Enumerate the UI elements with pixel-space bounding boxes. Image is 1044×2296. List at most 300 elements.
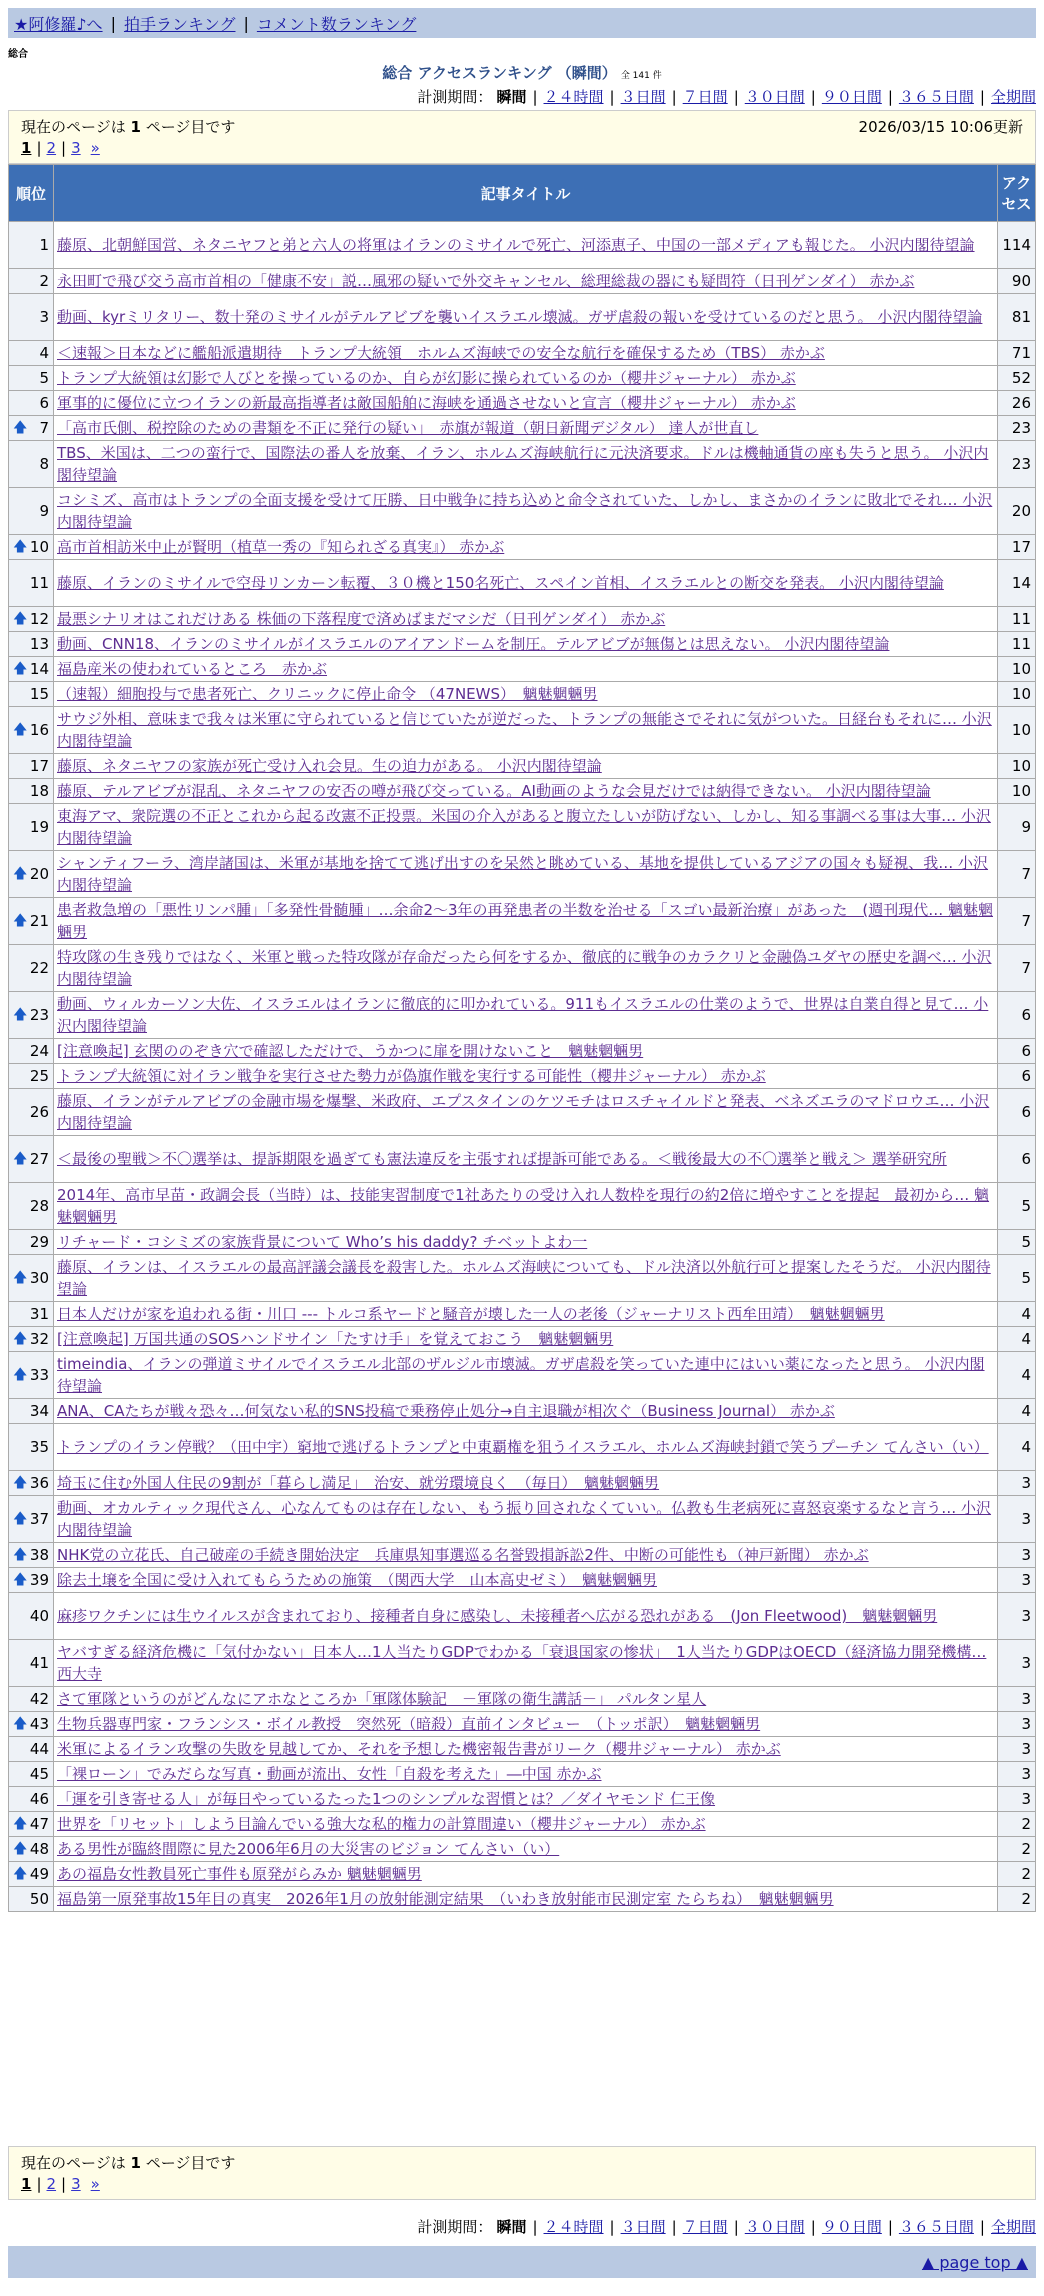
period-link[interactable]: 全期間 [990, 2218, 1036, 2236]
access-count: 4 [998, 1424, 1036, 1471]
access-count: 5 [998, 1230, 1036, 1255]
article-link[interactable]: 福島第一原発事故15年目の真実 2026年1月の放射能測定結果 （いわき放射能市民測定室 たらちね） 魑魅魍魎男 [57, 1890, 834, 1908]
table-row [9, 1089, 1036, 1136]
period-label: 計測期間： [417, 2218, 493, 2236]
article-link[interactable]: あの福島女性教員死亡事件も原発がらみか 魑魅魍魎男 [57, 1865, 422, 1883]
rank-cell [9, 1183, 54, 1230]
access-count: 10 [998, 682, 1036, 707]
title-cell [54, 1568, 998, 1593]
table-row [9, 707, 1036, 754]
access-count: 114 [998, 222, 1036, 269]
rank-number: 49 [29, 1865, 49, 1883]
rank-cell [9, 269, 54, 294]
access-count: 10 [998, 707, 1036, 754]
page-top-link[interactable]: ▲ page top ▲ [921, 2252, 1028, 2272]
title-cell [54, 391, 998, 416]
up-arrow-icon: 🡅 [13, 661, 28, 677]
rank-cell [9, 1136, 54, 1183]
rank-cell [9, 1593, 54, 1640]
title-cell [54, 366, 998, 391]
access-count: 4 [998, 1327, 1036, 1352]
access-count: 23 [998, 441, 1036, 488]
rank-cell [9, 992, 54, 1039]
title-cell [54, 1089, 998, 1136]
rank-number: 35 [29, 1438, 49, 1456]
rank-cell [9, 945, 54, 992]
rank-cell [9, 1230, 54, 1255]
table-row [9, 488, 1036, 535]
rank-number: 16 [29, 721, 49, 739]
article-link[interactable]: 患者救急増の「悪性リンパ腫」「多発性骨髄腫」…余命2～3年の再発患者の半数を治せる「スゴい最新治療」があった (週刊現代… 魑魅魍魎男 [57, 901, 994, 941]
period-separator: | [532, 88, 538, 106]
rank-cell [9, 1089, 54, 1136]
access-count: 71 [998, 341, 1036, 366]
rank-number: 34 [29, 1402, 49, 1420]
rank-cell [9, 416, 54, 441]
rank-cell [9, 1327, 54, 1352]
table-row [9, 1352, 1036, 1399]
title-cell [54, 341, 998, 366]
article-link[interactable]: 特攻隊の生き残りではなく、米軍と戦った特攻隊が存命だったら何をするか、徹底的に戦争のカラクリと金融偽ユダヤの歴史を調べ… 小沢内閣待望論 [57, 948, 992, 988]
article-link[interactable]: 「裸ローン」でみだらな写真・動画が流出、女性「自殺を考えた」―中国 赤かぶ [57, 1765, 602, 1783]
table-row [9, 1737, 1036, 1762]
footer-bar [8, 2246, 1036, 2278]
access-count: 20 [998, 488, 1036, 535]
rank-number: 6 [39, 394, 49, 412]
access-count: 3 [998, 1762, 1036, 1787]
title-cell [54, 416, 998, 441]
rank-number: 29 [29, 1233, 49, 1251]
access-count: 6 [998, 1064, 1036, 1089]
period-link[interactable]: ３０日間 [744, 2218, 805, 2236]
article-link[interactable]: ANA、CAたちが戦々恐々…何気ない私的SNS投稿で乗務停止処分→自主退職が相次ぐ（Business Journal） 赤かぶ [57, 1402, 835, 1420]
rank-cell [9, 391, 54, 416]
article-link[interactable]: NHK党の立花氏、自己破産の手続き開始決定 兵庫県知事選巡る名誉毀損訴訟2件、中断の可能性も（神戸新聞） 赤かぶ [57, 1546, 869, 1564]
rank-cell [9, 1687, 54, 1712]
table-row [9, 1862, 1036, 1887]
period-link[interactable]: ７日間 [682, 2218, 728, 2236]
title-cell [54, 632, 998, 657]
up-arrow-icon: 🡅 [13, 1270, 28, 1286]
table-row [9, 657, 1036, 682]
rank-number: 43 [29, 1715, 49, 1733]
rank-cell [9, 1352, 54, 1399]
access-count: 6 [998, 1136, 1036, 1183]
rank-number: 36 [29, 1474, 49, 1492]
table-row [9, 341, 1036, 366]
title-cell [54, 1812, 998, 1837]
table-row [9, 804, 1036, 851]
period-link[interactable]: ２４時間 [543, 88, 604, 106]
article-link[interactable]: 動画、ウィルカーソン大佐、イスラエルはイランに徹底的に叩かれている。911もイスラエルの仕業のようで、世界は自業自得と見て… 小沢内閣待望論 [57, 995, 989, 1035]
rank-number: 18 [29, 782, 49, 800]
access-count: 52 [998, 366, 1036, 391]
period-link[interactable]: ３６５日間 [898, 2218, 974, 2236]
title-cell [54, 488, 998, 535]
title-cell [54, 1352, 998, 1399]
rank-number: 20 [29, 865, 49, 883]
access-count: 3 [998, 1712, 1036, 1737]
rank-number: 13 [29, 635, 49, 653]
page-separator: | [61, 2175, 67, 2193]
rank-number: 33 [29, 1366, 49, 1384]
title-cell [54, 1327, 998, 1352]
period-separator: | [810, 88, 816, 106]
rank-cell [9, 607, 54, 632]
access-count: 3 [998, 1496, 1036, 1543]
table-row [9, 416, 1036, 441]
title-cell [54, 535, 998, 560]
table-row [9, 222, 1036, 269]
period-link[interactable]: ３日間 [620, 2218, 666, 2236]
table-row [9, 1762, 1036, 1787]
table-row [9, 607, 1036, 632]
rank-number: 9 [39, 502, 49, 520]
table-row [9, 1183, 1036, 1230]
article-link[interactable]: 生物兵器専門家・フランシス・ボイル教授 突然死（暗殺）直前インタビュー （トッポ訳） 魑魅魍魎男 [57, 1715, 761, 1733]
rank-number: 37 [29, 1510, 49, 1528]
rank-number: 44 [29, 1740, 49, 1758]
access-count: 5 [998, 1255, 1036, 1302]
title-cell [54, 1762, 998, 1787]
up-arrow-icon: 🡅 [13, 1331, 28, 1347]
rank-number: 41 [29, 1654, 49, 1672]
up-arrow-icon: 🡅 [13, 1816, 28, 1832]
article-link[interactable]: 埼玉に住む外国人住民の9割が「暮らし満足」 治安、就労環境良く （毎日） 魑魅魍魎男 [57, 1474, 660, 1492]
article-link[interactable]: 藤原、北朝鮮国営、ネタニヤフと弟と六人の将軍はイランのミサイルで死亡、河添恵子、中国の一部メディアも報じた。 小沢内閣待望論 [57, 236, 975, 254]
article-link[interactable]: [注意喚起] 玄関ののぞき穴で確認しただけで、うかつに扉を開けないこと 魑魅魍魎男 [57, 1042, 644, 1060]
article-link[interactable]: 高市首相訪米中止が賢明（植草一秀の『知られざる真実』） 赤かぶ [57, 538, 505, 556]
rank-cell [9, 560, 54, 607]
table-row [9, 1399, 1036, 1424]
rank-number: 38 [29, 1546, 49, 1564]
page-separator: | [36, 2175, 42, 2193]
access-count: 6 [998, 992, 1036, 1039]
title-cell [54, 779, 998, 804]
table-row [9, 1496, 1036, 1543]
rank-cell [9, 682, 54, 707]
article-link[interactable]: 動画、CNN18、イランのミサイルがイスラエルのアイアンドームを制圧。テルアビブが無傷とは思えない。 小沢内閣待望論 [57, 635, 890, 653]
table-row [9, 1593, 1036, 1640]
article-link[interactable]: timeindia、イランの弾道ミサイルでイスラエル北部のザルジル市壊滅。ガザ虐殺を笑っていた連中にはいい薬になったと思う。 小沢内閣待望論 [57, 1355, 985, 1395]
period-separator: | [532, 2218, 538, 2236]
access-count: 11 [998, 607, 1036, 632]
article-link[interactable]: 軍事的に優位に立つイランの新最高指導者は敵国船舶に海峡を通過させないと宣言（櫻井ジャーナル） 赤かぶ [57, 394, 796, 412]
rank-number: 2 [39, 272, 49, 290]
access-count: 23 [998, 416, 1036, 441]
next-page-link[interactable]: » [90, 139, 100, 157]
rank-cell [9, 1712, 54, 1737]
access-count: 2 [998, 1862, 1036, 1887]
period-separator: | [671, 88, 677, 106]
title-cell [54, 1862, 998, 1887]
rank-number: 11 [29, 574, 49, 592]
period-label: 計測期間： [417, 88, 493, 106]
title-cell [54, 441, 998, 488]
period-link[interactable]: ３０日間 [744, 88, 805, 106]
table-row [9, 754, 1036, 779]
table-row [9, 1471, 1036, 1496]
table-row [9, 1064, 1036, 1089]
period-separator: | [733, 2218, 739, 2236]
table-row [9, 294, 1036, 341]
article-link[interactable]: トランプのイラン停戦？（田中宇）窮地で逃げるトランプと中東覇権を狙うイスラエル、ホルムズ海峡封鎖で笑うプーチン てんさい（い） [57, 1438, 989, 1456]
table-row [9, 560, 1036, 607]
article-link[interactable]: 最悪シナリオはこれだけある 株価の下落程度で済めばまだマシだ（日刊ゲンダイ） 赤かぶ [57, 610, 666, 628]
title-cell [54, 992, 998, 1039]
page-separator: | [61, 139, 67, 157]
period-selector-bottom [417, 2216, 1036, 2237]
article-link[interactable]: コシミズ、高市はトランプの全面支援を受けて圧勝、日中戦争に持ち込めと命令されていた、しかし、まさかのイランに敗北でそれ… 小沢内閣待望論 [57, 491, 993, 531]
rank-number: 15 [29, 685, 49, 703]
rank-number: 10 [29, 538, 49, 556]
rank-number: 40 [29, 1607, 49, 1625]
rank-cell [9, 1496, 54, 1543]
article-link[interactable]: TBS、米国は、二つの蛮行で、国際法の番人を放棄、イラン、ホルムズ海峡航行に元決済要求。ドルは機軸通貨の座も失うと思う。 小沢内閣待望論 [57, 444, 989, 484]
table-row [9, 992, 1036, 1039]
access-count: 3 [998, 1568, 1036, 1593]
title-cell [54, 1737, 998, 1762]
article-link[interactable]: 福島産米の使われているところ 赤かぶ [57, 660, 328, 678]
header-access: アクセス [998, 165, 1036, 222]
rank-cell [9, 898, 54, 945]
access-count: 5 [998, 1183, 1036, 1230]
access-count: 6 [998, 1089, 1036, 1136]
rank-number: 17 [29, 757, 49, 775]
rank-number: 3 [39, 308, 49, 326]
rank-cell [9, 1064, 54, 1089]
header-title: 記事タイトル [54, 165, 998, 222]
period-link[interactable]: ３日間 [620, 88, 666, 106]
period-link[interactable]: ９０日間 [821, 88, 882, 106]
title-cell [54, 1543, 998, 1568]
table-row [9, 898, 1036, 945]
home-link[interactable]: ★阿修羅♪へ [14, 14, 103, 34]
table-row [9, 1302, 1036, 1327]
rank-number: 42 [29, 1690, 49, 1708]
title-cell [54, 1424, 998, 1471]
period-separator: | [609, 88, 615, 106]
up-arrow-icon: 🡅 [13, 1841, 28, 1857]
period-separator: | [609, 2218, 615, 2236]
period-separator: | [979, 2218, 985, 2236]
period-selector-top [417, 86, 1036, 107]
rank-cell [9, 488, 54, 535]
rank-number: 5 [39, 369, 49, 387]
up-arrow-icon: 🡅 [13, 1511, 28, 1527]
access-count: 3 [998, 1687, 1036, 1712]
page-title-text: 総合 アクセスランキング （瞬間） [382, 64, 617, 82]
rank-cell [9, 1039, 54, 1064]
access-count: 4 [998, 1302, 1036, 1327]
category-label: 総合 [8, 49, 28, 60]
title-cell [54, 1837, 998, 1862]
access-count: 2 [998, 1887, 1036, 1912]
up-arrow-icon: 🡅 [13, 539, 28, 555]
article-link[interactable]: ヤバすぎる経済危機に「気付かない」日本人…1人当たりGDPでわかる「衰退国家の惨状」 1人当たりGDPはOECD（経済協力開発機構… 西大寺 [57, 1643, 987, 1683]
table-row [9, 682, 1036, 707]
article-link[interactable]: リチャード・コシミズの家族背景について Who’s his daddy? チベットよわ一 [57, 1233, 588, 1251]
article-link[interactable]: ＜速報＞日本などに艦船派遣期待 トランプ大統領 ホルムズ海峡での安全な航行を確保するため（TBS） 赤かぶ [57, 344, 825, 362]
title-cell [54, 1399, 998, 1424]
title-cell [54, 682, 998, 707]
access-count: 17 [998, 535, 1036, 560]
title-cell [54, 1039, 998, 1064]
period-link[interactable]: ７日間 [682, 88, 728, 106]
rank-cell [9, 1255, 54, 1302]
article-link[interactable]: シャンティフーラ、湾岸諸国は、米軍が基地を捨てて逃げ出すのを呆然と眺めている、基地を提供しているアジアの国々も疑視、我… 小沢内閣待望論 [57, 854, 989, 894]
table-row [9, 945, 1036, 992]
rank-cell [9, 804, 54, 851]
comment-ranking-link[interactable]: コメント数ランキング [256, 14, 417, 34]
title-cell [54, 1136, 998, 1183]
current-page-text: 現在のページは 1 ページ目です [21, 2153, 236, 2172]
rank-cell [9, 1424, 54, 1471]
article-link[interactable]: 世界を「リセット」しよう目論んでいる強大な私的権力の計算間違い（櫻井ジャーナル） 赤かぶ [57, 1815, 706, 1833]
rank-cell [9, 294, 54, 341]
up-arrow-icon: 🡅 [13, 611, 28, 627]
access-count: 81 [998, 294, 1036, 341]
table-row [9, 391, 1036, 416]
period-link[interactable]: ３６５日間 [898, 88, 974, 106]
access-count: 6 [998, 1039, 1036, 1064]
rank-number: 28 [29, 1197, 49, 1215]
pager-bottom [8, 2146, 1036, 2200]
page-separator: | [36, 139, 42, 157]
rank-number: 48 [29, 1840, 49, 1858]
article-link[interactable]: 藤原、テルアビブが混乱、ネタニヤフの安否の噂が飛び交っている。AI動画のような会見だけでは納得できない。 小沢内閣待望論 [57, 782, 931, 800]
article-link[interactable]: （速報）細胞投与で患者死亡、クリニックに停止命令 （47NEWS） 魑魅魍魎男 [57, 685, 598, 703]
article-link[interactable]: 2014年、高市早苗・政調会長（当時）は、技能実習制度で1社あたりの受け入れ人数枠を現行の約2倍に増やすことを提起 最初から… 魑魅魍魎男 [57, 1186, 990, 1226]
access-count: 2 [998, 1812, 1036, 1837]
title-cell [54, 1687, 998, 1712]
article-link[interactable]: サウジ外相、意味まで我々は米軍に守られていると信じていたが逆だった、トランプの無能さでそれに気がついた。日経台もそれに… 小沢内閣待望論 [57, 710, 992, 750]
article-link[interactable]: 藤原、イランは、イスラエルの最高評議会議長を殺害した。ホルムズ海峡についても、ドル決済以外航行可と提案したそうだ。 小沢内閣待望論 [57, 1258, 991, 1298]
access-count: 14 [998, 560, 1036, 607]
title-cell [54, 1064, 998, 1089]
title-cell [54, 1255, 998, 1302]
article-link[interactable]: ある男性が臨終間際に見た2006年6月の大災害のビジョン てんさい（い） [57, 1840, 560, 1858]
access-count: 3 [998, 1471, 1036, 1496]
page-link[interactable]: 3 [71, 139, 81, 157]
title-cell [54, 1593, 998, 1640]
page-current: 1 [21, 139, 32, 157]
article-link[interactable]: 除去土壌を全国に受け入れてもらうための施策 （関西大学 山本高史ゼミ） 魑魅魍魎男 [57, 1571, 658, 1589]
table-row [9, 1812, 1036, 1837]
article-link[interactable]: [注意喚起] 万国共通のSOSハンドサイン「たすけ手」を覚えておこう 魑魅魍魎男 [57, 1330, 614, 1348]
rank-cell [9, 707, 54, 754]
rank-cell [9, 1862, 54, 1887]
up-arrow-icon: 🡅 [13, 1572, 28, 1588]
rank-cell [9, 222, 54, 269]
title-cell [54, 607, 998, 632]
access-count: 2 [998, 1837, 1036, 1862]
access-count: 10 [998, 779, 1036, 804]
article-link[interactable]: 日本人だけが家を追われる街・川口 --- トルコ系ヤードと騒音が壊した一人の老後（ジャーナリスト西牟田靖） 魑魅魍魎男 [57, 1305, 885, 1323]
rank-cell [9, 1568, 54, 1593]
rank-cell [9, 441, 54, 488]
title-cell [54, 898, 998, 945]
nav-separator: | [243, 13, 249, 33]
period-separator: | [887, 88, 893, 106]
page-link[interactable]: 2 [46, 139, 57, 157]
article-link[interactable]: 「運を引き寄せる人」が毎日やっているたった1つのシンプルな習慣とは？／ダイヤモンド 仁王像 [57, 1790, 716, 1808]
rank-cell [9, 1640, 54, 1687]
article-link[interactable]: トランプ大統領は幻影で人びとを操っているのか、自らが幻影に操られているのか（櫻井ジャーナル） 赤かぶ [57, 369, 796, 387]
rank-number: 14 [29, 660, 49, 678]
next-page-link[interactable]: » [90, 2175, 100, 2193]
article-link[interactable]: 藤原、ネタニヤフの家族が死亡受け入れ会見。生の迫力がある。 小沢内閣待望論 [57, 757, 602, 775]
title-cell [54, 269, 998, 294]
rank-number: 21 [29, 912, 49, 930]
rank-cell [9, 632, 54, 657]
title-cell [54, 560, 998, 607]
access-count: 3 [998, 1737, 1036, 1762]
rank-cell [9, 341, 54, 366]
article-link[interactable]: 「高市氏側、税控除のための書類を不正に発行の疑い」 赤旗が報道（朝日新聞デジタル） 達人が世直し [57, 419, 759, 437]
rank-cell [9, 1887, 54, 1912]
page-link[interactable]: 3 [71, 2175, 81, 2193]
article-link[interactable]: 麻疹ワクチンには生ウイルスが含まれており、接種者自身に感染し、未接種者へ広がる恐れがある (Jon Fleetwood) 魑魅魍魎男 [57, 1607, 938, 1625]
article-link[interactable]: トランプ大統領に対イラン戦争を実行させた勢力が偽旗作戦を実行する可能性（櫻井ジャーナル） 赤かぶ [57, 1067, 766, 1085]
rank-cell [9, 1787, 54, 1812]
rank-cell [9, 779, 54, 804]
article-link[interactable]: 永田町で飛び交う高市首相の「健康不安」説…風邪の疑いで外交キャンセル、総理総裁の器にも疑問符（日刊ゲンダイ） 赤かぶ [57, 272, 915, 290]
period-link[interactable]: 全期間 [990, 88, 1036, 106]
rank-number: 7 [39, 419, 49, 437]
rank-number: 50 [29, 1890, 49, 1908]
rank-cell [9, 1471, 54, 1496]
up-arrow-icon: 🡅 [13, 722, 28, 738]
table-row [9, 632, 1036, 657]
access-count: 7 [998, 898, 1036, 945]
rank-cell [9, 1543, 54, 1568]
article-link[interactable]: 動画、kyrミリタリー、数十発のミサイルがテルアビブを襲いイスラエル壊滅。ガザ虐殺の報いを受けているのだと思う。 小沢内閣待望論 [57, 308, 983, 326]
table-row [9, 269, 1036, 294]
article-link[interactable]: 東海アマ、衆院選の不正とこれから起る改憲不正投票。米国の介入があると腹立たしいが防げない、しかし、知る事調べる事は大事… 小沢内閣待望論 [57, 807, 991, 847]
rank-cell [9, 1302, 54, 1327]
page-link[interactable]: 2 [46, 2175, 57, 2193]
table-row [9, 1136, 1036, 1183]
article-link[interactable]: 動画、オカルティック現代さん、心なんてものは存在しない、もう振り回されなくていい。仏教も生老病死に喜怒哀楽するなと言う… 小沢内閣待望論 [57, 1499, 992, 1539]
page-links [21, 137, 1023, 159]
article-link[interactable]: 藤原、イランがテルアビブの金融市場を爆撃、米政府、エプスタインのケツモチはロスチャイルドと発表、ベネズエラのマドロウエ… 小沢内閣待望論 [57, 1092, 990, 1132]
period-current: 瞬間 [496, 88, 527, 106]
table-row [9, 1039, 1036, 1064]
article-link[interactable]: 米軍によるイラン攻撃の失敗を見越してか、それを予想した機密報告書がリーク（櫻井ジャーナル） 赤かぶ [57, 1740, 781, 1758]
access-count: 11 [998, 632, 1036, 657]
title-cell [54, 1712, 998, 1737]
table-row [9, 535, 1036, 560]
period-link[interactable]: ９０日間 [821, 2218, 882, 2236]
access-count: 3 [998, 1787, 1036, 1812]
up-arrow-icon: 🡅 [13, 1475, 28, 1491]
table-row [9, 1887, 1036, 1912]
rank-cell [9, 754, 54, 779]
article-link[interactable]: ＜最後の聖戦＞不〇選挙は、提訴期限を過ぎても憲法違反を主張すれば提訴可能である。＜戦後最大の不〇選挙と戦え＞ 選挙研究所 [57, 1150, 947, 1168]
up-arrow-icon: 🡅 [13, 1716, 28, 1732]
applause-ranking-link[interactable]: 拍手ランキング [123, 14, 236, 34]
access-count: 26 [998, 391, 1036, 416]
rank-cell [9, 657, 54, 682]
page-links [21, 2173, 1023, 2195]
article-link[interactable]: さて軍隊というのがどんなにアホなところか「軍隊体験記 －軍隊の衛生講話－」 パルタン星人 [57, 1690, 707, 1708]
period-separator: | [810, 2218, 816, 2236]
period-link[interactable]: ２４時間 [543, 2218, 604, 2236]
article-link[interactable]: 藤原、イランのミサイルで空母リンカーン転覆、３０機と150名死亡、スペイン首相、イスラエルとの断交を発表。 小沢内閣待望論 [57, 574, 944, 592]
access-count: 9 [998, 804, 1036, 851]
rank-number: 46 [29, 1790, 49, 1808]
